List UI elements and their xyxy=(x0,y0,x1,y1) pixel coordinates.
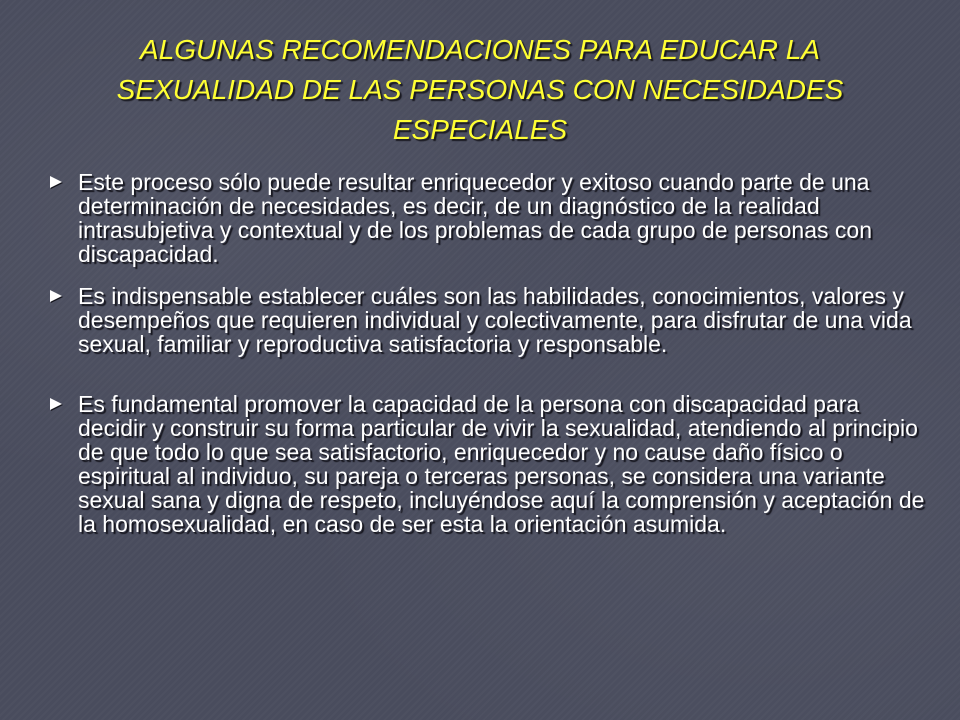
right-pointer-icon xyxy=(50,398,62,410)
bullet-text: Es indispensable establecer cuáles son las habilidades, conocimientos, valores y desempeños que requieren individual y colectivamente, para disfrutar de una vida sexual, familiar y reproductiva satisfactoria y responsable. xyxy=(78,283,912,357)
bullet-item xyxy=(48,284,928,356)
right-pointer-icon xyxy=(50,290,62,302)
bullet-list xyxy=(48,170,928,554)
right-pointer-icon xyxy=(50,176,62,188)
bullet-item xyxy=(48,392,928,536)
slide-title: ALGUNAS RECOMENDACIONES PARA EDUCAR LA SEXUALIDAD DE LAS PERSONAS CON NECESIDADES ESPECIALES xyxy=(116,34,844,145)
bullet-text: Es fundamental promover la capacidad de la persona con discapacidad para decidir y construir su forma particular de vivir la sexualidad, atendiendo al principio de que todo lo que sea satisfactorio, enriquecedor y no cause daño físico o espiritual al individuo, su pareja o terceras personas, se considera una variante sexual sana y digna de respeto, incluyéndose aquí la comprensión y aceptación de la homosexualidad, en caso de ser esta la orientación asumida. xyxy=(78,391,925,537)
bullet-text: Este proceso sólo puede resultar enriquecedor y exitoso cuando parte de una determinación de necesidades, es decir, de un diagnóstico de la realidad intrasubjetiva y contextual y de los problemas de cada grupo de personas con discapacidad. xyxy=(78,169,872,267)
bullet-item xyxy=(48,170,928,266)
